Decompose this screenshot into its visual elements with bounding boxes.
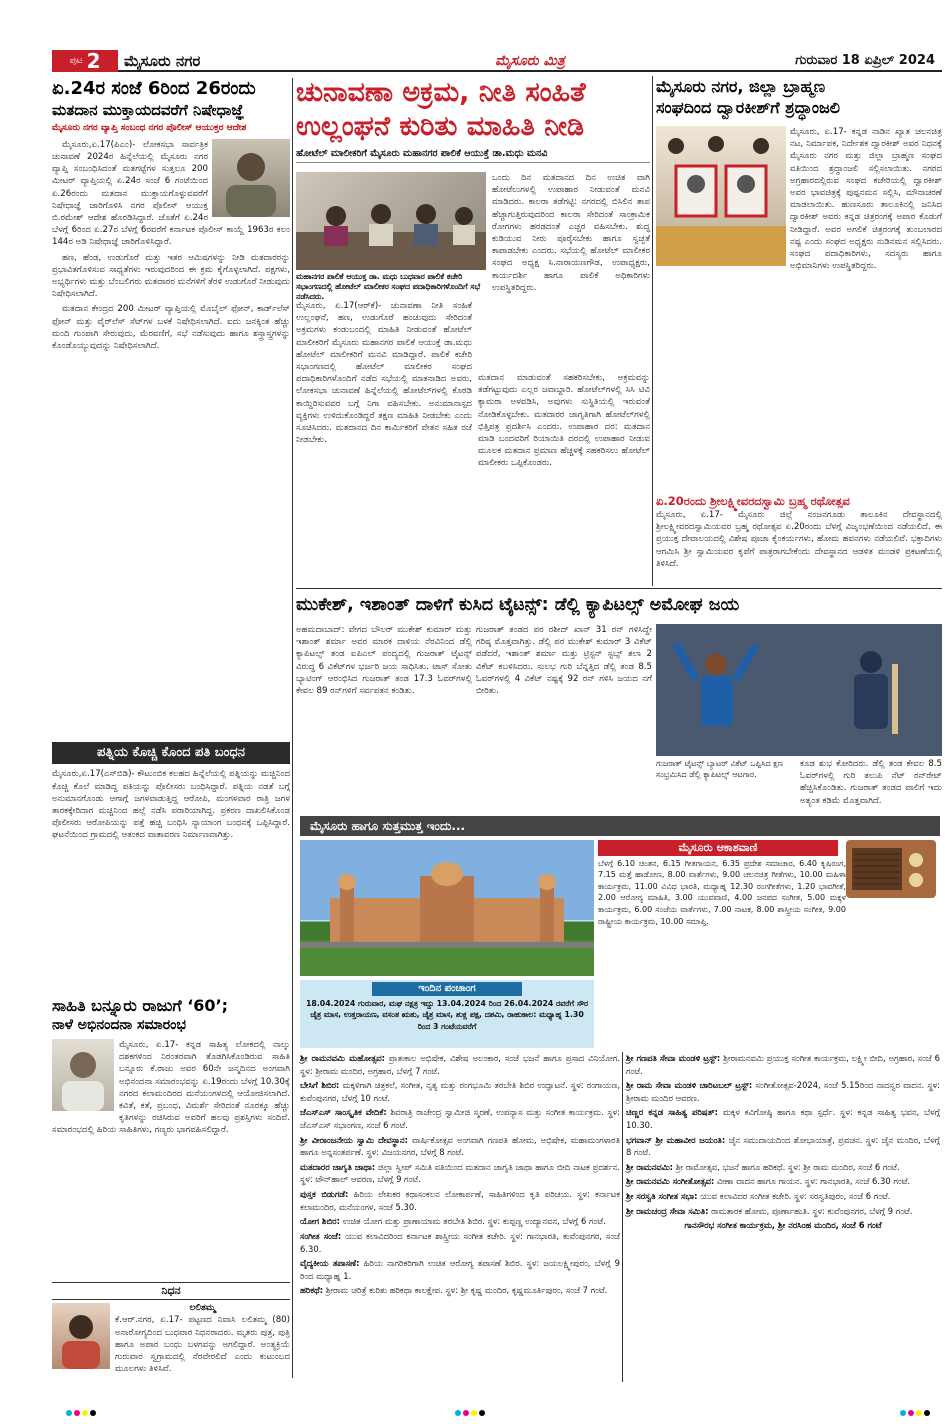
event-item bbox=[300, 1161, 620, 1186]
event-item bbox=[300, 1257, 620, 1282]
event-title: ಹರಿಕಥೆ: bbox=[300, 1285, 324, 1296]
panchanga-box bbox=[300, 980, 594, 1048]
akashavani-box bbox=[598, 840, 940, 976]
event-item bbox=[626, 1190, 940, 1203]
event-text: ಶಿವರಾತ್ರಿ ರಾಜೇಂದ್ರ ಸ್ವಾಮೀಜಿ ಸ್ಮರಣೆ, ಉಪನ್ಯಾಸ ಮತ್ತು ಸಂಗೀತ ಕಾರ್ಯಕ್ರಮ. ಸ್ಥಳ: ಜೆಎಸ್‌ಎಸ್ ಸಭಾಂಗಣ, ಸಂಜೆ 6 ಗಂಟೆ. bbox=[300, 1107, 620, 1131]
event-title: ಶ್ರೀ ಗಣಪತಿ ಸೇವಾ ಮಂಡಳಿ ಟ್ರಸ್ಟ್: bbox=[626, 1053, 721, 1063]
event-item bbox=[300, 1106, 620, 1131]
akashavani-schedule: ಬೆಳಗ್ಗೆ 6.10 ಚಿಂತನ, 6.15 ಗೀತಗಾಯನ, 6.35 ಪ್ರದೇಶ ಸಮಾಚಾರ, 6.40 ಕೃಷಿರಂಗ, 7.15 ಮತ್ತೆ ಹಾಡೋಣ, 8.00 ವಾರ್ತೆಗಳು, 9.00 ಚಲನಚಿತ್ರ ಗೀತೆಗಳು, 10.00 ಮಹಿಳಾ ಕಾರ್ಯಕ್ರಮ, 11.00 ವಿವಿಧ ಭಾರತಿ, ಮಧ್ಯಾಹ್ನ 12.30 ರಂಗಗೀತೆಗಳು, 1.20 ಭಾವಗೀತೆ, 2.00 ಆರೋಗ್ಯ ಮಾಹಿತಿ, 3.00 ಯುವವಾಣಿ, 4.00 ಜನಪದ ಸಂಗೀತ, 5.00 ಮಕ್ಕಳ ಕಾರ್ಯಕ್ರಮ, 6.00 ಸಂಜೆಯ ವಾರ್ತೆಗಳು, 7.00 ನಾಟಕ, 8.00 ಶಾಸ್ತ್ರೀಯ ಸಂಗೀತ, 9.00 ರಾಷ್ಟ್ರೀಯ ಕಾರ್ಯಕ್ರಮ, 10.00 ಸಮಾಪ್ತಿ. bbox=[598, 858, 846, 926]
column-divider bbox=[292, 78, 293, 1378]
person-photo-icon bbox=[52, 1039, 114, 1111]
event-title: ಸಂಗೀತ ಸಂಜೆ: bbox=[300, 1230, 342, 1241]
event-text: ಜೈನ ಸಮುದಾಯದಿಂದ ಶೋಭಾಯಾತ್ರೆ, ಪ್ರವಚನ. ಸ್ಥಳ: ಜೈನ ಮಂದಿರ, ಬೆಳಗ್ಗೆ 8 ಗಂಟೆ. bbox=[626, 1134, 940, 1158]
event-text: ಸಂಗೀತೋತ್ಸವ-2024, ಸಂಜೆ 5.15ರಿಂದ ನಾದಸ್ವರ ವಾದನ. ಸ್ಥಳ: ಶ್ರೀರಾಮ ಮಂದಿರ ಆವರಣ. bbox=[626, 1080, 940, 1103]
story-wife-murder bbox=[52, 742, 290, 992]
event-text: ಪ್ರಾತಃಕಾಲ ಅಭಿಷೇಕ, ವಿಶೇಷ ಅಲಂಕಾರ, ಸಂಜೆ ಭಜನೆ ಹಾಗೂ ಪ್ರಸಾದ ವಿನಿಯೋಗ. ಸ್ಥಳ: ಶ್ರೀರಾಮ ಮಂದಿರ, ಅಗ್ರಹಾರ, ಬೆಳಗ್ಗೆ 7 ಗಂಟೆ. bbox=[300, 1053, 620, 1076]
event-title: ಪುಸ್ತಕ ಬಿಡುಗಡೆ: bbox=[300, 1189, 349, 1200]
lead-meeting-photo bbox=[296, 172, 486, 270]
lead-kicker: ಹೋಟೆಲ್ ಮಾಲೀಕರಿಗೆ ಮೈಸೂರು ಮಹಾನಗರ ಪಾಲಿಕೆ ಆಯುಕ್ತೆ ಡಾ.ಮಧು ಮನವಿ bbox=[296, 147, 650, 163]
section-divider bbox=[296, 588, 942, 589]
page-number-box bbox=[52, 50, 118, 72]
lead-body-mid: ಮತದಾನ ಮಾಡುವಂತೆ ಸಹಕರಿಸಬೇಕು, ಅಕ್ರಮವನ್ನು ತಡೆಗಟ್ಟುವುದು ಎಲ್ಲರ ಜವಾಬ್ದಾರಿ. ಹೋಟೆಲ್‌ಗಳಲ್ಲಿ ಸಿಸಿ ಟಿವಿ ಕ್ಯಾಮರಾ ಅಳವಡಿಸಿ, ಅವುಗಳು ಸುಸ್ಥಿತಿಯಲ್ಲಿ ಇರುವಂತೆ ನೋಡಿಕೊಳ್ಳಬೇಕು. ಮತದಾರರ ಜಾಗೃತಿಗಾಗಿ ಹೋಟೆಲ್‌ಗಳಲ್ಲಿ ಭಿತ್ತಿಪತ್ರ ಪ್ರದರ್ಶಿಸಿ ಎಂದರು. ಉಪಾಹಾರ ದರ: ಮತದಾನ ಮಾಡಿ ಬಂದವರಿಗೆ ರಿಯಾಯಿತಿ ದರದಲ್ಲಿ ಉಪಾಹಾರ ನೀಡುವ ಮೂಲಕ ಮತದಾನ ಪ್ರಮಾಣ ಹೆಚ್ಚಳಕ್ಕೆ ಸಹಕರಿಸಲು ಹೋಟೆಲ್ ಮಾಲೀಕರು ಒಪ್ಪಿಕೊಂಡರು. bbox=[478, 373, 650, 469]
cricket-photo-caption: ಗುಜರಾತ್ ಟೈಟನ್ಸ್ ಬ್ಯಾಟರ್ ವಿಕೆಟ್ ಒಪ್ಪಿಸಿದ ಕ್ಷಣ ಸಂಭ್ರಮಿಸಿದ ಡೆಲ್ಲಿ ಕ್ಯಾಪಿಟಲ್ಸ್ ಆಟಗಾರ. bbox=[656, 759, 784, 780]
tribute-photo-icon bbox=[656, 126, 786, 266]
event-item bbox=[626, 1205, 940, 1218]
brahmin-headline-line2: ಸಂಘದಿಂದ ದ್ವಾರಕೀಶ್‌ಗೆ ಶ್ರದ್ಧಾಂಜಲಿ bbox=[656, 98, 840, 117]
cricket-photo bbox=[656, 624, 942, 756]
event-item bbox=[626, 1052, 940, 1077]
rathotsava-body: ಮೈಸೂರು, ಏ.17- ಮೈಸೂರು ಜಿಲ್ಲೆ ನಂಜನಗೂಡು ತಾಲೂಕಿನ ದೇವಸ್ಥಾನದಲ್ಲಿ ಶ್ರೀಲಕ್ಷ್ಮೀವರದಸ್ವಾಮಿಯವರ ಬ್ರಹ್ಮ ರಥೋತ್ಸವ ಏ.20ರಂದು ಬೆಳಗ್ಗೆ ವಿಜೃಂಭಣೆಯಿಂದ ನಡೆಯಲಿದೆ. ಈ ಪ್ರಯುಕ್ತ ದೇವಾಲಯದಲ್ಲಿ ವಿಶೇಷ ಪೂಜಾ ಕೈಂಕರ್ಯಗಳು, ಹೋಮ ಹವನಗಳು ನಡೆಯಲಿವೆ. ಭಕ್ತಾದಿಗಳು ಆಗಮಿಸಿ ಶ್ರೀ ಸ್ವಾಮಿಯವರ ಕೃಪೆಗೆ ಪಾತ್ರರಾಗಬೇಕೆಂದು ದೇವಸ್ಥಾನದ ಆಡಳಿತ ಮಂಡಳಿ ಪ್ರಕಟಣೆಯಲ್ಲಿ ತಿಳಿಸಿದೆ. bbox=[656, 510, 942, 569]
obituary-photo bbox=[52, 1303, 110, 1369]
panchanga-body: 18.04.2024 ಗುರುವಾರ, ಮಘ ನಕ್ಷತ್ರ ಇದ್ದು 13.04.2024 ರಿಂದ 26.04.2024 ರವರೆಗೆ ಸೌರ ಚೈತ್ರ ಮಾಸ, ಉತ್ತರಾಯಣ, ವಸಂತ ಋತು, ಚೈತ್ರ ಮಾಸ, ಶುಕ್ಲ ಪಕ್ಷ, ದಶಮಿ, ರಾಹುಕಾಲ: ಮಧ್ಯಾಹ್ನ 1.30 ರಿಂದ 3 ಗಂಟೆಯವರೆಗೆ bbox=[306, 999, 589, 1031]
lead-body-right: ಒಂದು ದಿನ ಮತದಾನದ ದಿನ ಉಚಿತ ವಾಗಿ ಹೋಟೆಲುಗಳಲ್ಲಿ ಉಪಾಹಾರ ನೀಡುವಂತೆ ಮನವಿ ಮಾಡಿದರು. ಕಾಲರಾ ತಡೆಗಟ್ಟಿ: ನಗರದಲ್ಲಿ ಬಿಸಿಲಿನ ತಾಪ ಹೆಚ್ಚಾಗುತ್ತಿರುವುದರಿಂದ ಕಾಲರಾ ಸೇರಿದಂತೆ ಸಾಂಕ್ರಾಮಿಕ ರೋಗಗಳು ಹರಡದಂತೆ ಎಚ್ಚರ ವಹಿಸಬೇಕು. ಶುದ್ಧ ಕುಡಿಯುವ ನೀರು ಪೂರೈಸಬೇಕು ಹಾಗೂ ಸ್ವಚ್ಛತೆ ಕಾಪಾಡಬೇಕು ಎಂದರು. ಸಭೆಯಲ್ಲಿ ಹೋಟೆಲ್ ಮಾಲೀಕರ ಸಂಘದ ಅಧ್ಯಕ್ಷ ಸಿ.ನಾರಾಯಣಗೌಡ, ಉಪಾಧ್ಯಕ್ಷರು, ಕಾರ್ಯದರ್ಶಿ ಹಾಗೂ ಪಾಲಿಕೆ ಅಧಿಕಾರಿಗಳು ಉಪಸ್ಥಿತರಿದ್ದರು. bbox=[492, 173, 650, 293]
radio-icon-svg bbox=[846, 840, 936, 898]
event-item bbox=[300, 1215, 620, 1228]
person-photo-icon bbox=[52, 1303, 110, 1369]
brahmin-headline-line1: ಮೈಸೂರು ನಗರ, ಜಿಲ್ಲಾ ಬ್ರಾಹ್ಮಣ bbox=[656, 77, 826, 96]
event-item bbox=[300, 1284, 620, 1297]
event-text: ಶ್ರೀರಾಮನವಮಿ ಪ್ರಯುಕ್ತ ಸಂಗೀತ ಕಾರ್ಯಕ್ರಮ, ಲಕ್ಷ್ಮೀ ಬೀದಿ, ಅಗ್ರಹಾರ, ಸಂಜೆ 6 ಗಂಟೆ. bbox=[626, 1053, 940, 1076]
event-title: ಚಿಣ್ಣರ ಕನ್ನಡ ಸಾಹಿತ್ಯ ಪರಿಷತ್: bbox=[626, 1107, 719, 1118]
cricket-photo-icon bbox=[656, 624, 942, 756]
event-text: ಯುವ ಕಲಾವಿದರ ಸಂಗೀತ ಕಚೇರಿ. ಸ್ಥಳ: ಸರಸ್ವತಿಪುರಂ, ಸಂಜೆ 6 ಗಂಟೆ. bbox=[700, 1191, 891, 1202]
event-title: ಶ್ರೀ ರಾಮನವಮಿ: bbox=[626, 1161, 674, 1172]
lead-headline-line1: ಚುನಾವಣಾ ಅಕ್ರಮ, ನೀತಿ ಸಂಹಿತೆ bbox=[296, 77, 586, 108]
palace-illustration-icon bbox=[300, 840, 594, 976]
story1-subhead: ಮೈಸೂರು ನಗರ ವ್ಯಾಪ್ತಿ ಸಂಬಂಧ ನಗರ ಪೊಲೀಸ್ ಆಯುಕ್ತರ ಆದೇಶ bbox=[52, 123, 247, 133]
column-divider bbox=[622, 1052, 623, 1382]
lead-photo-caption: ಮಹಾನಗರ ಪಾಲಿಕೆ ಆಯುಕ್ತ ಡಾ. ಮಧು ಬುಧವಾರ ಪಾಲಿಕೆ ಕಚೇರಿ ಸಭಾಂಗಣದಲ್ಲಿ ಹೋಟೆಲ್ ಮಾಲೀಕರ ಸಂಘದ ಪದಾಧಿಕಾರಿಗಳೊಂದಿಗೆ ಸಭೆ ನಡೆಸಿದರು. bbox=[296, 272, 481, 302]
event-title: ಭಗವಾನ್ ಶ್ರೀ ಮಹಾವೀರ ಜಯಂತಿ: bbox=[626, 1134, 726, 1145]
event-text: ಶ್ರೀ ರಾಮೋತ್ಸವ, ಭಜನೆ ಹಾಗೂ ಹರಿಕಥೆ. ಸ್ಥಳ: ಶ್ರೀ ರಾಮ ಮಂದಿರ, ಸಂಜೆ 6 ಗಂಟೆ. bbox=[675, 1161, 900, 1172]
sports-side: ಕೂಡ ಶುಭ ಕೋರಿದರು. ಡೆಲ್ಲಿ ತಂಡ ಕೇವಲ 8.5 ಓವರ್‌ಗಳಲ್ಲಿ ಗುರಿ ತಲುಪಿ ನೆಟ್ ರನ್‌ರೇಟ್ ಹೆಚ್ಚಿಸಿಕೊಂಡಿತು. ಗುಜರಾತ್ ತಂಡದ ಪಾಲಿಗೆ ಇದು ಅತ್ಯಂತ ಕಡಿಮೆ ಮೊತ್ತವಾಗಿದೆ. bbox=[800, 759, 942, 806]
event-text: ಮಕ್ಕಳ ಕವಿಗೋಷ್ಠಿ ಹಾಗೂ ಕಥಾ ಸ್ಪರ್ಧೆ. ಸ್ಥಳ: ಕನ್ನಡ ಸಾಹಿತ್ಯ ಭವನ, ಬೆಳಗ್ಗೆ 10.30. bbox=[626, 1107, 941, 1131]
event-title: ಯೋಗ ಶಿಬಿರ: bbox=[300, 1216, 340, 1227]
story3-headline-line2: ನಾಳೆ ಅಭಿನಂದನಾ ಸಮಾರಂಭ bbox=[52, 1017, 186, 1033]
story1-headline-line2: ಮತದಾನ ಮುಕ್ತಾಯದವರೆಗೆ ನಿಷೇಧಾಜ್ಞೆ bbox=[52, 101, 245, 119]
events-list-left bbox=[300, 1052, 620, 1382]
story-rathotsava bbox=[656, 494, 942, 588]
story3-body: ಮೈಸೂರು, ಏ.17- ಕನ್ನಡ ಸಾಹಿತ್ಯ ಲೋಕದಲ್ಲಿ ನಾಲ್ಕು ದಶಕಗಳಿಂದ ನಿರಂತರವಾಗಿ ತೊಡಗಿಸಿಕೊಂಡಿರುವ ಸಾಹಿತಿ ಬನ್ನೂರು ಕೆ.ರಾಜು ಅವರ 60ನೇ ಜನ್ಮದಿನದ ಅಂಗವಾಗಿ ಅಭಿನಂದನಾ ಸಮಾರಂಭವನ್ನು ಏ.19ರಂದು ಬೆಳಗ್ಗೆ 10.30ಕ್ಕೆ ನಗರದ ಕಲಾಮಂದಿರದ ಮನೆಯಂಗಳದಲ್ಲಿ ಆಯೋಜಿಸಲಾಗಿದೆ. ಕವಿತೆ, ಕತೆ, ಪ್ರಬಂಧ, ವಿಮರ್ಶೆ ಸೇರಿದಂತೆ ನೂರಕ್ಕೂ ಹೆಚ್ಚು ಕೃತಿಗಳನ್ನು ರಚಿಸಿರುವ ಅವರಿಗೆ ಹಲವು ಪ್ರಶಸ್ತಿಗಳು ಸಂದಿವೆ. ಸಮಾರಂಭದಲ್ಲಿ ಹಿರಿಯ ಸಾಹಿತಿಗಳು, ಗಣ್ಯರು ಭಾಗವಹಿಸಲಿದ್ದಾರೆ. bbox=[52, 1040, 290, 1136]
mysore-palace-photo bbox=[300, 840, 594, 976]
story-banur-raju bbox=[52, 996, 290, 1276]
story1-headline-line1: ಏ.24ರ ಸಂಜೆ 6ರಿಂದ 26ರಂದು bbox=[52, 78, 256, 99]
event-title: ಶ್ರೀ ರಾಮಚಂದ್ರ ಸೇವಾ ಸಮಿತಿ: bbox=[626, 1205, 709, 1216]
lead-body-left: ಮೈಸೂರು, ಏ.17(ಆರ್‌ಕೆ)- ಚುನಾವಣಾ ನೀತಿ ಸಂಹಿತೆ ಉಲ್ಲಂಘನೆ, ಹಣ, ಉಡುಗೊರೆ ಹಂಚುವುದು ಸೇರಿದಂತೆ ಅಕ್ರಮಗಳು ಕಂಡುಬಂದಲ್ಲಿ ಮಾಹಿತಿ ನೀಡುವಂತೆ ಹೋಟೆಲ್ ಮಾಲೀಕರಿಗೆ ಮೈಸೂರು ಮಹಾನಗರ ಪಾಲಿಕೆ ಆಯುಕ್ತೆ ಡಾ.ಮಧು ಹೋಟೆಲ್ ಮಾಲೀಕರಿಗೆ ಮನವಿ ಮಾಡಿದ್ದಾರೆ. ಪಾಲಿಕೆ ಕಚೇರಿ ಸಭಾಂಗಣದಲ್ಲಿ ಹೋಟೆಲ್ ಮಾಲೀಕರ ಸಂಘದ ಪದಾಧಿಕಾರಿಗಳೊಂದಿಗೆ ನಡೆದ ಸಭೆಯಲ್ಲಿ ಮಾತನಾಡಿದ ಅವರು, ಲೋಕಸಭಾ ಚುನಾವಣೆ ಹಿನ್ನೆಲೆಯಲ್ಲಿ ಹೋಟೆಲ್‌ಗಳಲ್ಲಿ ಕೊಠಡಿ ಕಾಯ್ದಿರಿಸುವವರ ಬಗ್ಗೆ ನಿಗಾ ವಹಿಸಬೇಕು. ಅನುಮಾನಾಸ್ಪದ ವ್ಯಕ್ತಿಗಳು ಉಳಿದುಕೊಂಡಿದ್ದರೆ ತಕ್ಷಣ ಮಾಹಿತಿ ನೀಡಬೇಕು ಎಂದು ಸೂಚಿಸಿದರು. ಮತದಾನದ ದಿನ ಕಾರ್ಮಿಕರಿಗೆ ವೇತನ ಸಹಿತ ರಜೆ ನೀಡಬೇಕು. bbox=[296, 301, 472, 446]
rathotsava-headline: ಏ.20ರಂದು ಶ್ರೀಲಕ್ಷ್ಮೀವರದಸ್ವಾಮಿ ಬ್ರಹ್ಮ ರಥೋತ್ಸವ bbox=[656, 494, 850, 508]
tribute-photo bbox=[656, 126, 786, 266]
event-item bbox=[300, 1188, 620, 1213]
brahmin-body: ಮೈಸೂರು, ಏ.17- ಕನ್ನಡ ನಾಡಿನ ಖ್ಯಾತ ಚಲನಚಿತ್ರ ನಟ, ನಿರ್ಮಾಪಕ, ನಿರ್ದೇಶಕ ದ್ವಾರಕೀಶ್ ಅವರ ನಿಧನಕ್ಕೆ ಮೈಸೂರು ನಗರ ಮತ್ತು ಜಿಲ್ಲಾ ಬ್ರಾಹ್ಮಣ ಸಂಘದ ವತಿಯಿಂದ ಶ್ರದ್ಧಾಂಜಲಿ ಸಲ್ಲಿಸಲಾಯಿತು. ನಗರದ ಅಗ್ರಹಾರದಲ್ಲಿರುವ ಸಂಘದ ಕಚೇರಿಯಲ್ಲಿ ದ್ವಾರಕೀಶ್ ಅವರ ಭಾವಚಿತ್ರಕ್ಕೆ ಪುಷ್ಪನಮನ ಸಲ್ಲಿಸಿ, ಮೌನಾಚರಣೆ ಮಾಡಲಾಯಿತು. ಹುಣಸೂರು ತಾಲೂಕಿನಲ್ಲಿ ಜನಿಸಿದ ದ್ವಾರಕೀಶ್ ಅವರು ಕನ್ನಡ ಚಿತ್ರರಂಗಕ್ಕೆ ಅಪಾರ ಕೊಡುಗೆ ನೀಡಿದ್ದಾರೆ. ಅವರ ಅಗಲಿಕೆ ಚಿತ್ರರಂಗಕ್ಕೆ ತುಂಬಲಾರದ ನಷ್ಟ ಎಂದು ಸಂಘದ ಅಧ್ಯಕ್ಷರು ನುಡಿನಮನ ಸಲ್ಲಿಸಿದರು. ಸಂಘದ ಪದಾಧಿಕಾರಿಗಳು, ಸದಸ್ಯರು ಹಾಗೂ ಅಭಿಮಾನಿಗಳು ಉಪಸ್ಥಿತರಿದ್ದರು. bbox=[790, 127, 942, 272]
story3-headline-line1: ಸಾಹಿತಿ ಬನ್ನೂರು ರಾಜುಗೆ ‘60’; bbox=[52, 996, 229, 1015]
event-item bbox=[300, 1052, 620, 1077]
event-item bbox=[626, 1175, 940, 1188]
page-number: 2 bbox=[86, 48, 101, 73]
event-text: ಹಿರಿಯ ನಾಗರಿಕರಿಗಾಗಿ ಉಚಿತ ಆರೋಗ್ಯ ತಪಾಸಣೆ ಶಿಬಿರ. ಸ್ಥಳ: ಜಯಲಕ್ಷ್ಮೀಪುರಂ, ಬೆಳಗ್ಗೆ 9 ರಿಂದ ಮಧ್ಯಾಹ್ನ 1. bbox=[300, 1258, 620, 1281]
panchanga-heading: ಇಂದಿನ ಪಂಚಾಂಗ bbox=[372, 982, 522, 996]
page-label: ಪುಟ bbox=[69, 55, 83, 66]
sports-body-col1: ಅಹಮದಾಬಾದ್: ವೇಗದ ಬೌಲರ್ ಮುಕೇಶ್ ಕುಮಾರ್ ಮತ್ತು ಇಶಾಂತ್ ಶರ್ಮಾ ಅವರ ಮಾರಕ ದಾಳಿಯ ನೆರವಿನಿಂದ ಡೆಲ್ಲಿ ಕ್ಯಾಪಿಟಲ್ಸ್ ತಂಡ ಐಪಿಎಲ್ ಪಂದ್ಯದಲ್ಲಿ ಗುಜರಾತ್ ಟೈಟನ್ಸ್ ವಿರುದ್ಧ 6 ವಿಕೆಟ್‌ಗಳ ಭರ್ಜರಿ ಜಯ ಸಾಧಿಸಿತು. ಟಾಸ್ ಸೋತು ಬ್ಯಾಟಿಂಗ್ ಆರಂಭಿಸಿದ ಗುಜರಾತ್ ತಂಡ 17.3 ಓವರ್‌ಗಳಲ್ಲಿ ಕೇವಲ 89 ರನ್‌ಗಳಿಗೆ ಸರ್ವಪತನ ಕಂಡಿತು. bbox=[296, 625, 472, 697]
event-text: ಜಿಲ್ಲಾ ಸ್ವೀಪ್ ಸಮಿತಿ ವತಿಯಿಂದ ಮತದಾನ ಜಾಗೃತಿ ಜಾಥಾ ಹಾಗೂ ಬೀದಿ ನಾಟಕ ಪ್ರದರ್ಶನ. ಸ್ಥಳ: ಟೌನ್‌ಹಾಲ್ ಆವರಣ, ಬೆಳಗ್ಗೆ 9 ಗಂಟೆ. bbox=[300, 1161, 620, 1185]
event-text: ಉಚಿತ ಯೋಗ ಮತ್ತು ಪ್ರಾಣಾಯಾಮ ತರಬೇತಿ ಶಿಬಿರ. ಸ್ಥಳ: ಕುಪ್ಪಣ್ಣ ಉದ್ಯಾನವನ, ಬೆಳಗ್ಗೆ 6 ಗಂಟೆ. bbox=[342, 1216, 606, 1227]
event-text: ಶ್ರೀರಾಮ ಚರಿತ್ರೆ ಕುರಿತು ಹರಿಕಥಾ ಕಾಲಕ್ಷೇಪ. ಸ್ಥಳ: ಶ್ರೀ ಕೃಷ್ಣ ಮಂದಿರ, ಕೃಷ್ಣಮೂರ್ತಿಪುರಂ, ಸಂಜೆ 7 ಗಂಟೆ. bbox=[325, 1285, 608, 1296]
event-text: ಹಿರಿಯ ಲೇಖಕರ ಕಥಾಸಂಕಲನ ಲೋಕಾರ್ಪಣೆ, ಸಾಹಿತಿಗಳಿಂದ ಕೃತಿ ಪರಿಚಯ. ಸ್ಥಳ: ಕರ್ನಾಟಕ ಕಲಾಮಂದಿರ, ಮನೆಯಂಗಳ, ಸಂಜೆ 5.30. bbox=[300, 1189, 621, 1212]
story-prohibitory-order bbox=[52, 78, 290, 738]
obituary bbox=[52, 1282, 290, 1382]
story2-headline: ಪತ್ನಿಯ ಕೊಚ್ಚಿ ಕೊಂದ ಪತಿ ಬಂಧನ bbox=[52, 742, 290, 764]
column-divider bbox=[652, 76, 653, 586]
story2-body: ಮೈಸೂರು,ಏ.17(ಎಸ್‌ಬಿಡಿ)- ಕೌಟುಂಬಿಕ ಕಲಹದ ಹಿನ್ನೆಲೆಯಲ್ಲಿ ಪತ್ನಿಯನ್ನು ಮಚ್ಚಿನಿಂದ ಕೊಚ್ಚಿ ಕೊಲೆ ಮಾಡಿದ್ದ ಪತಿಯನ್ನು ಪೊಲೀಸರು ಬಂಧಿಸಿದ್ದಾರೆ. ಪತ್ನಿಯ ನಡತೆ ಬಗ್ಗೆ ಅನುಮಾನಗೊಂಡು ಆಗಾಗ್ಗೆ ಜಗಳವಾಡುತ್ತಿದ್ದ ಆರೋಪಿ, ಮಂಗಳವಾರ ರಾತ್ರಿ ಜಗಳ ತಾರಕಕ್ಕೇರಿದಾಗ ಮಚ್ಚಿನಿಂದ ಹಲ್ಲೆ ನಡೆಸಿ ಪರಾರಿಯಾಗಿದ್ದ. ಪ್ರಕರಣ ದಾಖಲಿಸಿಕೊಂಡ ಪೊಲೀಸರು ಆರೋಪಿಯನ್ನು ಪತ್ತೆ ಹಚ್ಚಿ ಬಂಧಿಸಿ ನ್ಯಾಯಾಂಗ ಬಂಧನಕ್ಕೆ ಒಪ್ಪಿಸಿದ್ದಾರೆ. ಘಟನೆಯಿಂದ ಗ್ರಾಮದಲ್ಲಿ ಆತಂಕದ ವಾತಾವರಣ ನಿರ್ಮಾಣವಾಗಿತ್ತು. bbox=[52, 769, 290, 841]
story1-paragraph: ಹಣ, ಹೆಂಡ, ಉಡುಗೊರೆ ಮತ್ತು ಇತರ ಆಮಿಷಗಳನ್ನು ನೀಡಿ ಮತದಾರರನ್ನು ಪ್ರಭಾವಿತಗೊಳಿಸುವ ಸಾಧ್ಯತೆಗಳು ಇರುವುದರಿಂದ ಈ ಕ್ರಮ ಕೈಗೊಳ್ಳಲಾಗಿದೆ. ಪಕ್ಷಗಳು, ಅಭ್ಯರ್ಥಿಗಳು ಮತ್ತು ಬೆಂಬಲಿಗರು ಮತದಾರರ ಮನೆಗಳಿಗೆ ತೆರಳಿ ಉಡುಗೊರೆ ನೀಡುವುದು ನಿಷೇಧಿಸಲಾಗಿದೆ. bbox=[52, 252, 290, 300]
akashavani-heading: ಮೈಸೂರು ಆಕಾಶವಾಣಿ bbox=[598, 840, 838, 856]
banur-raju-photo bbox=[52, 1039, 114, 1111]
event-title: ಶ್ರೀ ರಾಮನವಮಿ ಮಹೋತ್ಸವ: bbox=[300, 1053, 385, 1063]
story1-paragraph: ಮೈಸೂರು,ಏ.17(ಪಿಎಂ)- ಲೋಕಸಭಾ ಸಾರ್ವತ್ರಿಕ ಚುನಾವಣೆ 2024ರ ಹಿನ್ನೆಲೆಯಲ್ಲಿ ಮೈಸೂರು ನಗರ ವ್ಯಾಪ್ತಿ ಸಂಬಂಧಿಸಿದಂತೆ ಮತಗಟ್ಟೆಗಳ ಸುತ್ತಲೂ 200 ಮೀಟರ್ ವ್ಯಾಪ್ತಿಯಲ್ಲಿ ಏ.24ರ ಸಂಜೆ 6 ಗಂಟೆಯಿಂದ ಏ.26ರಂದು ಮತದಾನ ಮುಕ್ತಾಯಗೊಳ್ಳುವವರೆಗೆ ನಿಷೇಧಾಜ್ಞೆ ಜಾರಿಗೊಳಿಸಿ ನಗರ ಪೊಲೀಸ್ ಆಯುಕ್ತ ಬಿ.ರಮೇಶ್ ಆದೇಶ ಹೊರಡಿಸಿದ್ದಾರೆ. ಜೊತೆಗೆ ಏ.24ರ ಬೆಳಗ್ಗೆ 6ರಿಂದ ಏ.27ರ ಬೆಳಗ್ಗೆ 6ರವರೆಗೆ ಕರ್ನಾಟಕ ಪೊಲೀಸ್ ಕಾಯ್ದೆ 1963ರ ಕಲಂ 144ರ ಅಡಿ ನಿಷೇಧಾಜ್ಞೆ ಜಾರಿಗೊಳಿಸಿದ್ದಾರೆ. bbox=[52, 139, 290, 248]
event-title: ಶ್ರೀ ರಾಮನವಮಿ ಸಂಗೀತೋತ್ಸವ: bbox=[626, 1176, 715, 1187]
masthead: ಮೈಸೂರು ಮಿತ್ರ bbox=[495, 53, 565, 69]
obituary-heading: ನಿಧನ bbox=[52, 1282, 290, 1300]
event-text: ಮಕ್ಕಳಿಗಾಗಿ ಚಿತ್ರಕಲೆ, ಸಂಗೀತ, ನೃತ್ಯ ಮತ್ತು ರಂಗಭೂಮಿ ತರಬೇತಿ ಶಿಬಿರ ಉದ್ಘಾಟನೆ. ಸ್ಥಳ: ರಂಗಾಯಣ, ಕುವೆಂಪುನಗರ, ಬೆಳಗ್ಗೆ 10 ಗಂಟೆ. bbox=[300, 1080, 620, 1103]
event-title: ಜೆಎಸ್‌ಎಸ್ ಸಾಂಸ್ಕೃತಿಕ ವೇದಿಕೆ: bbox=[300, 1107, 387, 1118]
event-text: ಯುವ ಕಲಾವಿದರಿಂದ ಕರ್ನಾಟಕ ಶಾಸ್ತ್ರೀಯ ಸಂಗೀತ ಕಚೇರಿ. ಸ್ಥಳ: ಗಾನಭಾರತಿ, ಕುವೆಂಪುನಗರ, ಸಂಜೆ 6.30. bbox=[300, 1230, 620, 1254]
obituary-name: ಲಲಿತಮ್ಮ bbox=[189, 1302, 216, 1313]
event-title: ವೈದ್ಯಕೀಯ ತಪಾಸಣೆ: bbox=[300, 1258, 360, 1269]
event-item bbox=[300, 1079, 620, 1104]
lead-headline-line2: ಉಲ್ಲಂಘನೆ ಕುರಿತು ಮಾಹಿತಿ ನೀಡಿ bbox=[296, 111, 584, 142]
police-commissioner-photo bbox=[212, 139, 290, 217]
event-title: ಶ್ರೀ ವೀರಾಂಜನೇಯ ಸ್ವಾಮಿ ದೇವಸ್ಥಾನ: bbox=[300, 1134, 408, 1145]
meeting-photo-icon bbox=[296, 172, 486, 270]
sports-headline: ಮುಕೇಶ್, ಇಶಾಂತ್ ದಾಳಿಗೆ ಕುಸಿದ ಟೈಟನ್ಸ್: ಡೆಲ್ಲಿ ಕ್ಯಾಪಿಟಲ್ಸ್ ಅಮೋಘ ಜಯ bbox=[296, 595, 740, 615]
event-text: ವಾರ್ಷಿಕೋತ್ಸವ ಅಂಗವಾಗಿ ಗಣಪತಿ ಹೋಮ, ಅಭಿಷೇಕ, ಮಹಾಮಂಗಳಾರತಿ ಹಾಗೂ ಅನ್ನಸಂತರ್ಪಣೆ. ಸ್ಥಳ: ವಿಜಯನಗರ, ಬೆಳಗ್ಗೆ 8 ಗಂಟೆ. bbox=[300, 1134, 621, 1158]
event-item bbox=[300, 1134, 620, 1159]
event-title: ಮತದಾರರ ಜಾಗೃತಿ ಜಾಥಾ: bbox=[300, 1161, 376, 1172]
story1-paragraph: ಮತದಾನ ಕೇಂದ್ರದ 200 ಮೀಟರ್ ವ್ಯಾಪ್ತಿಯಲ್ಲಿ ಮೊಬೈಲ್ ಫೋನ್, ಕಾರ್ಡ್‌ಲೆಸ್ ಫೋನ್ ಮತ್ತು ವೈರ್‌ಲೆಸ್ ಸೆಟ್‌ಗಳ ಬಳಕೆ ನಿಷೇಧಿಸಲಾಗಿದೆ. ಐದು ಜನಕ್ಕಿಂತ ಹೆಚ್ಚು ಮಂದಿ ಗುಂಪಾಗಿ ಸೇರುವುದು, ಮೆರವಣಿಗೆ, ಸಭೆ ನಡೆಸುವುದು ಹಾಗೂ ಶಸ್ತ್ರಾಸ್ತ್ರಗಳನ್ನು ಕೊಂಡೊಯ್ಯುವುದನ್ನು ನಿಷೇಧಿಸಲಾಗಿದೆ. bbox=[52, 304, 290, 352]
events-list-right bbox=[626, 1052, 940, 1382]
radio-icon bbox=[846, 840, 936, 898]
event-item bbox=[300, 1230, 620, 1255]
event-item bbox=[626, 1134, 940, 1159]
section-title: ಮೈಸೂರು ನಗರ bbox=[124, 52, 201, 70]
events-footer-line: ಗಾನಸೌರಭ ಸಂಗೀತ ಕಾರ್ಯಕ್ರಮ, ಶ್ರೀ ನರಸಿಂಹ ಮಂದಿರ, ಸಂಜೆ 6 ಗಂಟೆ bbox=[684, 1220, 882, 1231]
today-heading: ಮೈಸೂರು ಹಾಗೂ ಸುತ್ತಮುತ್ತ ಇಂದು... bbox=[300, 816, 940, 836]
person-photo-icon bbox=[212, 139, 290, 217]
event-item bbox=[626, 1161, 940, 1174]
obituary-body: ಕೆ.ಆರ್.ನಗರ, ಏ.17- ಪಟ್ಟಣದ ನಿವಾಸಿ ಲಲಿತಮ್ಮ (80) ಅನಾರೋಗ್ಯದಿಂದ ಬುಧವಾರ ನಿಧನರಾದರು. ಮೃತರು ಪುತ್ರ, ಪುತ್ರಿ ಹಾಗೂ ಅಪಾರ ಬಂಧು ಬಳಗವನ್ನು ಅಗಲಿದ್ದಾರೆ. ಅಂತ್ಯಕ್ರಿಯೆ ಗುರುವಾರ ಸ್ವಗ್ರಾಮದಲ್ಲಿ ನೆರವೇರಲಿದೆ ಎಂದು ಕುಟುಂಬದ ಮೂಲಗಳು ತಿಳಿಸಿವೆ. bbox=[115, 1315, 290, 1375]
sports-body-col2: ಗುಜರಾತ್ ತಂಡದ ಪರ ರಶೀದ್ ಖಾನ್ 31 ರನ್ ಗಳಿಸಿದ್ದೇ ಗರಿಷ್ಠ ಮೊತ್ತವಾಗಿತ್ತು. ಡೆಲ್ಲಿ ಪರ ಮುಕೇಶ್ ಕುಮಾರ್ 3 ವಿಕೆಟ್ ಪಡೆದರೆ, ಇಶಾಂತ್ ಶರ್ಮಾ ಮತ್ತು ಟ್ರಿಸ್ಟನ್ ಸ್ಟಬ್ಸ್ ತಲಾ 2 ವಿಕೆಟ್ ಕಬಳಿಸಿದರು. ಸುಲಭ ಗುರಿ ಬೆನ್ನತ್ತಿದ ಡೆಲ್ಲಿ ತಂಡ 8.5 ಓವರ್‌ಗಳಲ್ಲಿ 4 ವಿಕೆಟ್ ನಷ್ಟಕ್ಕೆ 92 ರನ್ ಗಳಿಸಿ ಜಯದ ನಗೆ ಬೀರಿತು. bbox=[476, 625, 652, 697]
event-text: ರಾಮತಾರಕ ಹೋಮ, ಪೂರ್ಣಾಹುತಿ. ಸ್ಥಳ: ಕುವೆಂಪುನಗರ, ಬೆಳಗ್ಗೆ 9 ಗಂಟೆ. bbox=[711, 1205, 913, 1216]
event-title: ಬೇಸಿಗೆ ಶಿಬಿರ: bbox=[300, 1080, 340, 1091]
dateline: ಗುರುವಾರ 18 ಏಪ್ರಿಲ್ 2024 bbox=[795, 53, 935, 68]
event-text: ವೀಣಾ ವಾದನ ಹಾಗೂ ಗಾಯನ. ಸ್ಥಳ: ಗಾನಭಾರತಿ, ಸಂಜೆ 6.30 ಗಂಟೆ. bbox=[716, 1176, 911, 1187]
event-item bbox=[626, 1106, 940, 1131]
event-title: ಶ್ರೀ ಸರಸ್ವತಿ ಸಂಗೀತ ಸಭಾ: bbox=[626, 1191, 698, 1202]
event-title: ಶ್ರೀ ರಾಮ ಸೇವಾ ಮಂಡಳಿ ಚಾರಿಟಬಲ್ ಟ್ರಸ್ಟ್: bbox=[626, 1080, 753, 1091]
event-item bbox=[626, 1079, 940, 1104]
